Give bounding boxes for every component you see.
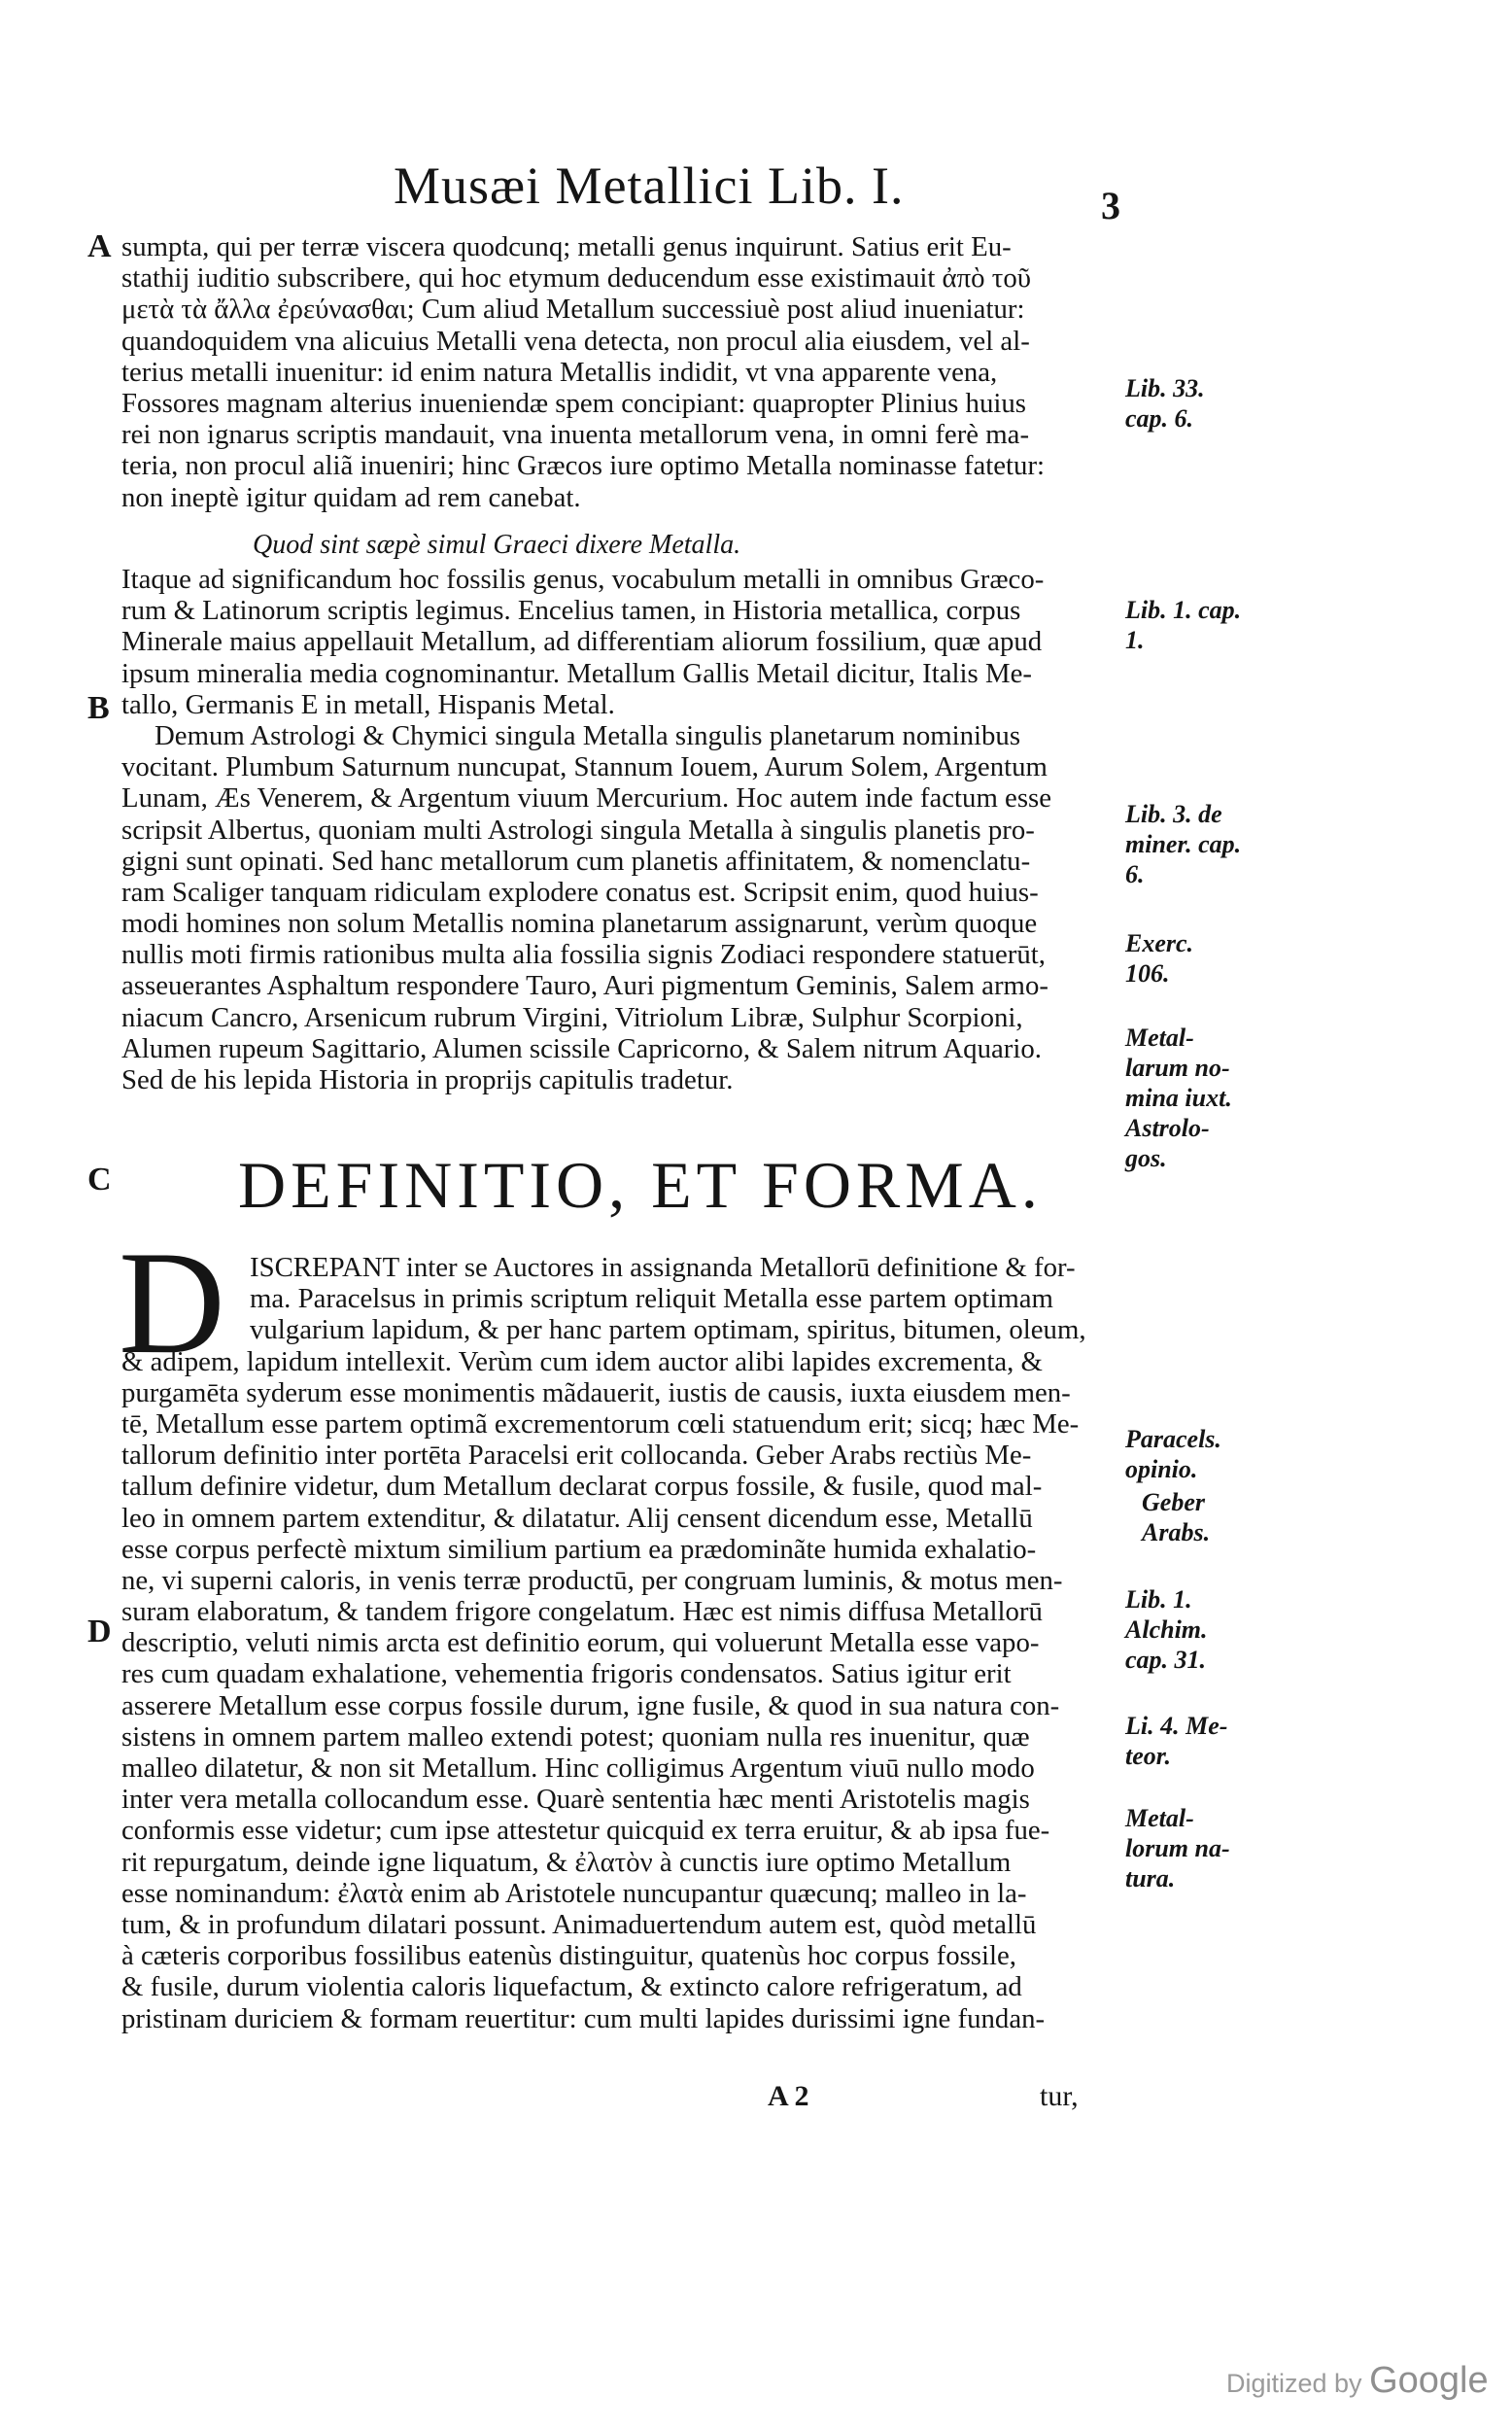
text-line: teria, non procul aliã inueniri; hinc Græcos iure optimo Metalla nominasse fatetur:	[121, 450, 1046, 482]
text-line: leo in omnem partem extenditur, & dilatatur. Alij censent dicendum esse, Metallū	[121, 1502, 1033, 1534]
text-line: suram elaboratum, & tandem frigore congelatum. Hæc est nimis diffusa Metallorū	[121, 1596, 1043, 1628]
text-line: conformis esse videtur; cum ipse attestetur quicquid ex terra eruitur, & ab ipsa fue-	[121, 1815, 1050, 1847]
text-line: Demum Astrologi & Chymici singula Metalla singulis planetarum nominibus	[155, 719, 1021, 751]
text-line: tē, Metallum esse partem optimã excrementorum cœli statuendum erit; sicq; hæc Me-	[121, 1407, 1080, 1440]
text-line: à cæteris corporibus fossilibus eatenùs distinguitur, quatenùs hoc corpus fossile,	[121, 1940, 1016, 1972]
digitized-watermark	[1226, 2360, 1489, 2402]
text-line: Fossores magnam alterius inueniendæ spem concipiant: quapropter Plinius huius	[121, 387, 1026, 419]
paragraph-names	[121, 564, 1122, 1095]
text-line: inter vera metalla collocandum esse. Quarè sententia hæc menti Aristotelis magis	[121, 1784, 1030, 1816]
text-line: rei non ignarus scriptis mandauit, vna inuenta metallorum vena, in omni ferè ma-	[121, 419, 1030, 451]
text-line: & adipem, lapidum intellexit. Verùm cum idem auctor alibi lapides excrementa, &	[121, 1345, 1043, 1377]
text-line: niacum Cancro, Arsenicum rubrum Virgini, Vitriolum Libræ, Sulphur Scorpioni,	[121, 1001, 1023, 1033]
text-line: stathij iuditio subscribere, qui hoc etymum deducendum esse existimauit ἀπὸ τοῦ	[121, 262, 1031, 295]
section-letter-d: D	[87, 1614, 112, 1649]
text-line: Sed de his lepida Historia in proprijs capitulis tradetur.	[121, 1064, 734, 1095]
text-line: asserere Metallum esse corpus fossile durum, igne fusile, & quod in sua natura con-	[121, 1689, 1060, 1721]
text-line: ISCREPANT inter se Auctores in assignanda Metallorū definitione & for-	[250, 1252, 1076, 1283]
text-line: quandoquidem vna alicuius Metalli vena detecta, non procul alia eiusdem, vel al-	[121, 325, 1030, 357]
text-line: sumpta, qui per terræ viscera quodcunq; metalli genus inquirunt. Satius erit Eu-	[121, 231, 1012, 262]
text-line: ram Scaliger tanquam ridiculam explodere conatus est. Scripsit enim, quod huius-	[121, 876, 1039, 908]
text-line: vulgarium lapidum, & per hanc partem optimam, spiritus, bitumen, oleum,	[250, 1314, 1086, 1346]
text-line: vocitant. Plumbum Saturnum nuncupat, Stannum Iouem, Aurum Solem, Argentum	[121, 751, 1048, 783]
text-line: purgamēta syderum esse monimentis mãdauerit, iustis de causis, iuxta eiusdem men-	[121, 1376, 1071, 1408]
catchword: tur,	[1040, 2080, 1079, 2112]
text-line: tallum definire videtur, dum Metallum declarat corpus fossile, & fusile, quod mal-	[121, 1471, 1043, 1503]
margin-note: Li. 4. Me- teor.	[1125, 1712, 1228, 1770]
page-number: 3	[1101, 184, 1120, 227]
text-line: Alumen rupeum Sagittario, Alumen scissile Capricorno, & Salem nitrum Aquario.	[121, 1032, 1042, 1064]
text-line: scripsit Albertus, quoniam multi Astrologi singula Metalla à singulis planetis pro-	[121, 814, 1035, 846]
text-line: esse corpus perfectè mixtum similium partium ea prædominãte humida exhalatio-	[121, 1533, 1037, 1565]
text-line: sistens in omnem partem malleo extendi potest; quoniam nulla res inuenitur, quæ	[121, 1720, 1030, 1753]
text-line: gigni sunt opinati. Sed hanc metallorum cum planetis affinitatem, & nomenclatu-	[121, 845, 1031, 877]
section-title: DEFINITIO, ET FORMA.	[238, 1148, 1043, 1222]
text-line: tallo, Germanis E in metall, Hispanis Metal.	[121, 688, 615, 720]
text-line: tum, & in profundum dilatari possunt. Animaduertendum autem est, quòd metallū	[121, 1908, 1037, 1940]
margin-note: Exerc. 106.	[1125, 929, 1194, 988]
section-letter-c: C	[87, 1162, 112, 1198]
text-line: Lunam, Æs Venerem, & Argentum viuum Mercurium. Hoc autem inde factum esse	[121, 782, 1052, 815]
text-line: res cum quadam exhalatione, vehementia frigoris condensatos. Satius igitur erit	[121, 1658, 1012, 1690]
text-line: nullis moti firmis rationibus multa alia fossilia signis Zodiaci respondere statuerūt,	[121, 939, 1046, 971]
text-line: rum & Latinorum scriptis legimus. Encelius tamen, in Historia metallica, corpus	[121, 595, 1021, 627]
text-line: modi homines non solum Metallis nomina planetarum assignarunt, verùm quoque	[121, 908, 1038, 940]
margin-note: Geber Arabs.	[1142, 1488, 1211, 1546]
digitized-label: Digitized by	[1226, 2369, 1362, 2398]
text-line: ipsum mineralia media cognominantur. Metallum Gallis Metail dicitur, Italis Me-	[121, 657, 1032, 689]
margin-note: Paracels. opinio.	[1125, 1425, 1221, 1483]
text-line: asseuerantes Asphaltum respondere Tauro, Auri pigmentum Geminis, Salem armo-	[121, 970, 1048, 1002]
text-line: pristinam duriciem & formam reuertitur: cum multi lapides durissimi igne fundan-	[121, 2002, 1046, 2034]
text-line: μετὰ τὰ ἄλλα ἐρεύνασθαι; Cum aliud Metallum successiuè post aliud inueniatur:	[121, 294, 1025, 326]
margin-note: Metal- lorum na- tura.	[1125, 1804, 1230, 1892]
signature-mark: A 2	[768, 2080, 809, 2112]
section-letter-a: A	[87, 228, 112, 264]
text-line: tallorum definitio inter portēta Paracelsi erit collocanda. Geber Arabs rectiùs Me-	[121, 1440, 1032, 1472]
text-line: terius metalli inuenitur: id enim natura Metallis indidit, vt vna apparente vena,	[121, 356, 998, 388]
margin-note: Lib. 3. de miner. cap. 6.	[1125, 800, 1242, 888]
text-line: esse nominandum: ἐλατὰ enim ab Aristotele nuncupantur quæcunq; malleo in la-	[121, 1877, 1027, 1909]
paragraph-etymology	[121, 231, 1122, 513]
text-line: rit repurgatum, deinde igne liquatum, & ἐλατὸν à cunctis iure optimo Metallum	[121, 1846, 1012, 1878]
verse-quote: Quod sint sæpè simul Graeci dixere Metalla.	[253, 530, 741, 560]
text-line: ma. Paracelsus in primis scriptum reliquit Metalla esse partem optimam	[250, 1283, 1053, 1315]
margin-note: Lib. 1. Alchim. cap. 31.	[1125, 1585, 1208, 1674]
text-line: malleo dilatetur, & non sit Metallum. Hinc colligimus Argentum viuū nullo modo	[121, 1753, 1035, 1784]
text-line: Itaque ad significandum hoc fossilis genus, vocabulum metalli in omnibus Græco-	[121, 564, 1045, 595]
google-logo: Google	[1369, 2360, 1489, 2401]
text-line: descriptio, veluti nimis arcta est definitio eorum, qui voluerunt Metalla esse vapo-	[121, 1627, 1040, 1659]
text-line: non ineptè igitur quidam ad rem canebat.	[121, 481, 581, 513]
paragraph-definition	[121, 1252, 1122, 2034]
text-line: Minerale maius appellauit Metallum, ad differentiam aliorum fossilium, quæ apud	[121, 626, 1043, 658]
section-letter-b: B	[87, 690, 110, 726]
margin-note: Lib. 1. cap. 1.	[1125, 596, 1242, 654]
text-line: ne, vi superni caloris, in venis terræ productū, per congruam luminis, & motus men-	[121, 1564, 1063, 1596]
text-line: & fusile, durum violentia caloris liquefactum, & extincto calore refrigeratum, ad	[121, 1971, 1022, 2003]
margin-note: Lib. 33. cap. 6.	[1125, 374, 1205, 433]
running-head: Musæi Metallici Lib. I.	[394, 156, 905, 215]
drop-capital: D	[119, 1221, 225, 1384]
margin-note: Metal- larum no- mina iuxt. Astrolo- gos.	[1125, 1024, 1232, 1172]
